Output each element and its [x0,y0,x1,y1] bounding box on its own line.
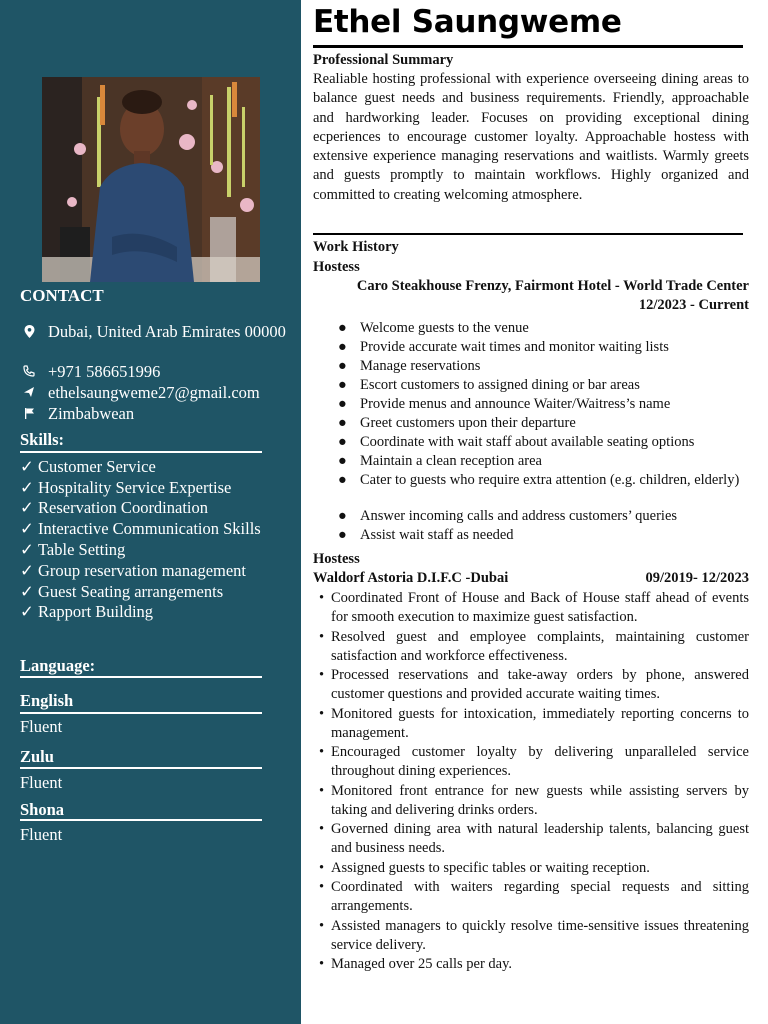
list-item: ● Escort customers to assigned dining or bar areas [338,377,640,393]
bullet-icon: • [319,783,325,799]
summary-heading: Professional Summary [313,52,454,68]
contact-phone[interactable] [22,362,292,381]
bullet-icon: • [319,860,325,876]
list-item: ● Cater to guests who require extra attention (e.g. children, elderly) [338,472,740,488]
language-divider [20,819,262,821]
contact-email[interactable] [22,383,292,402]
check-icon: ✓ [20,478,34,497]
bullet-icon: ● [338,527,347,543]
language-level: Fluent [20,825,63,844]
bullet-icon: • [319,879,325,895]
bullet-icon: • [319,667,325,683]
contact-heading: CONTACT [20,286,104,305]
bullet-icon: • [319,821,325,837]
bullet-icon: • [319,706,325,722]
list-item: ● Coordinate with wait staff about available seating options [338,434,695,450]
bullet-icon: • [319,590,325,606]
list-item: • Managed over 25 calls per day. [319,955,749,974]
skills-heading: Skills: [20,430,65,449]
bullet-icon: ● [338,434,347,450]
language-level: Fluent [20,773,63,792]
bullet-icon: ● [338,415,347,431]
bullet-icon: ● [338,339,347,355]
summary-text: Realiable hosting professional with experience overseeing dining areas to balance guest needs and business requirements. Friendly, approachable and hardworking leader. Focuses on providing exceptional dining ecperiences to encourage customer loyalty. Approachable hostess with extensive experience managing reservations and waitlists. Warmly greets and guests promptly to maintain workflows. Highly organized and committed to creating welcoming atmosphere. [313,71,749,203]
language-name: English [20,691,74,710]
contact-nationality-text: Zimbabwean [48,404,135,423]
list-item: ● Maintain a clean reception area [338,453,542,469]
skill-item: ✓ Hospitality Service Expertise [20,478,232,497]
job-employer: Caro Steakhouse Frenzy, Fairmont Hotel - World Trade Center [356,278,749,294]
bullet-icon: ● [338,377,347,393]
bullet-icon: ● [338,508,347,524]
list-item: ● Answer incoming calls and address customers’ queries [338,508,678,524]
bullet-icon: ● [338,472,347,488]
language-divider [20,712,262,714]
list-item: • Encouraged customer loyalty by delivering unparalleled service throughout dining experiences. [319,744,749,780]
contact-location-text: Dubai, United Arab Emirates 00000 [48,322,286,341]
list-item: ● Provide accurate wait times and monitor waiting lists [338,339,669,355]
skill-item: ✓ Interactive Communication Skills [20,519,261,538]
bullet-icon: • [319,744,325,760]
sidebar [0,0,301,1024]
check-icon: ✓ [20,561,34,580]
language-level: Fluent [20,717,63,736]
language-name: Shona [20,800,65,819]
list-item: ● Manage reservations [338,358,481,374]
profile-photo [42,77,260,282]
send-icon [22,385,36,399]
skill-item: ✓ Customer Service [20,457,156,476]
location-pin-icon [22,324,36,338]
name-divider [313,45,743,48]
language-heading: Language: [20,656,96,675]
list-item: • Processed reservations and take-away orders by phone, answered customer questions and provided accurate waiting times. [319,667,749,703]
skill-item: ✓ Reservation Coordination [20,498,209,517]
bullet-icon: ● [338,358,347,374]
contact-email-text: ethelsaungweme27@gmail.com [48,383,260,402]
list-item: • Resolved guest and employee complaints, maintaining customer satisfaction and workforce effectiveness. [319,629,749,665]
check-icon: ✓ [20,582,34,601]
list-item: • Governed dining area with natural leadership talents, balancing guest and business needs. [319,821,749,857]
list-item: ● Greet customers upon their departure [338,415,576,431]
check-icon: ✓ [20,540,34,559]
bullet-icon: ● [338,396,347,412]
list-item: ● Assist wait staff as needed [338,527,514,543]
list-item: • Coordinated with waiters regarding special requests and sitting arrangements. [319,879,749,915]
candidate-name: Ethel Saungweme [313,4,622,40]
check-icon: ✓ [20,457,34,476]
list-item: • Monitored guests for intoxication, immediately reporting concerns to management. [319,706,749,742]
summary-divider [313,233,743,235]
language-name: Zulu [20,747,54,766]
skills-divider [20,451,262,453]
bullet-icon: • [319,956,325,972]
language-divider [20,767,262,769]
job-employer: Waldorf Astoria D.I.F.C -Dubai [313,570,509,586]
work-history-heading: Work History [313,239,399,255]
skill-item: ✓ Guest Seating arrangements [20,582,224,601]
job-title: Hostess [313,551,360,567]
job-dates: 09/2019- 12/2023 [645,570,749,586]
check-icon: ✓ [20,519,34,538]
list-item: ● Welcome guests to the venue [338,320,529,336]
contact-nationality [22,404,292,423]
contact-phone-text: +971 586651996 [48,362,161,381]
skill-item: ✓ Table Setting [20,540,126,559]
skill-item: ✓ Rapport Building [20,602,154,621]
profile-photo-illustration [42,77,260,282]
list-item: • Assisted managers to quickly resolve time-sensitive issues threatening service delivery. [319,918,749,954]
language-divider [20,676,262,678]
bullet-icon: ● [338,320,347,336]
bullet-icon: • [319,629,325,645]
job-title: Hostess [313,259,360,275]
list-item: • Coordinated Front of House and Back of House staff ahead of events for smooth execution to maximize guest satisfaction. [319,590,749,626]
job-dates: 12/2023 - Current [638,297,749,313]
contact-location [22,322,292,341]
check-icon: ✓ [20,602,34,621]
list-item: ● Provide menus and announce Waiter/Waitress’s name [338,396,671,412]
phone-icon [22,364,36,378]
list-item: • Assigned guests to specific tables or waiting reception. [319,859,749,878]
bullet-icon: • [319,918,325,934]
flag-icon [22,406,36,420]
list-item: • Monitored front entrance for new guests while assisting servers by taking and delivering drinks orders. [319,783,749,819]
skill-item: ✓ Group reservation management [20,561,247,580]
bullet-icon: ● [338,453,347,469]
check-icon: ✓ [20,498,34,517]
